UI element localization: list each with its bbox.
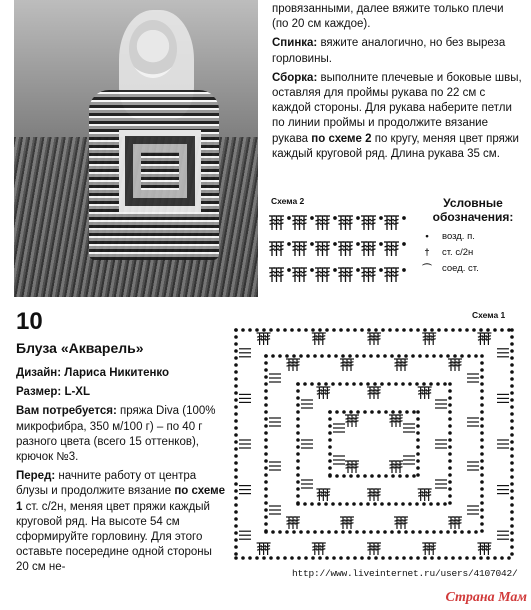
photo-model [84,10,224,280]
pattern-title: Блуза «Акварель» [16,340,144,356]
design-line [16,366,226,381]
legend-item-slip [418,260,528,276]
front-text-2: ст. с/2н, меняя цвет пряжи каждый круговой ряд. На высоте 54 см сформируйте горловину. Для этого оставьте посередине одной стороны 20 см не- [16,500,212,574]
photo-face [129,20,177,78]
front-label: Перед: [16,470,56,483]
schema2-diagram [268,210,413,290]
photo-blouse [89,90,219,260]
back-text: вяжите аналогично, но без выреза горловины. [272,37,506,65]
front-text-1: начните работу от центра блузы и продолжите вязание [16,470,197,498]
design-label: Дизайн: [16,367,62,379]
double-crochet-icon: † [424,246,430,258]
materials-text: пряжа Diva (100% микрофибра, 350 м/100 г) – по 40 г разного цвета (всего 15 оттенков), крючок №3. [16,405,216,464]
assembly-text-2: по кругу, меняя цвет пряжи каждый круговой ряд. Длина рукава 35 см. [272,132,519,160]
legend-item-dc [418,244,528,260]
pattern-number: 10 [16,308,43,335]
size-value: L-XL [61,386,90,399]
front-schema-ref: по схеме 1 [16,485,225,513]
left-text [16,366,226,580]
schema1-diagram [226,320,522,568]
assembly-schema-ref: по схеме 2 [311,132,372,145]
model-photo [14,0,258,297]
slip-stitch-icon: ⌒ [422,264,432,275]
back-paragraph [272,36,522,66]
assembly-paragraph [272,71,522,162]
site-watermark: Страна Мам [445,590,527,605]
legend-label-chain: возд. п. [442,230,475,242]
schema1-label: Схема 1 [472,310,506,320]
size-line [16,385,226,400]
legend-item-chain [418,228,528,244]
front-continuation: провязанными, далее вяжите только плечи (по 20 см каждое). [272,3,504,31]
schema2-label: Схема 2 [271,196,305,206]
chain-stitch-icon: • [425,230,429,242]
source-url: http://www.liveinternet.ru/users/4107042/ [292,568,518,579]
materials-label: Вам потребуется: [16,405,117,418]
assembly-label: Сборка: [272,71,318,84]
back-label: Спинка: [272,37,318,50]
legend-title: Условные обозначения: [432,196,514,224]
legend-label-slip: соед. ст. [442,262,479,274]
legend-label-dc: ст. с/2н [442,246,474,258]
design-value: Лариса Никитенко [61,367,170,379]
materials-paragraph [16,404,226,465]
legend [418,196,528,276]
top-right-text [272,2,522,166]
front-paragraph [16,469,226,575]
size-label: Размер: [16,386,62,399]
assembly-text-1: выполните плечевые и боковые швы, оставляя для проймы рукава по 22 см с каждой стороны. Для рукава наберите петли по линии проймы и продолжите вязание рукава [272,71,522,145]
